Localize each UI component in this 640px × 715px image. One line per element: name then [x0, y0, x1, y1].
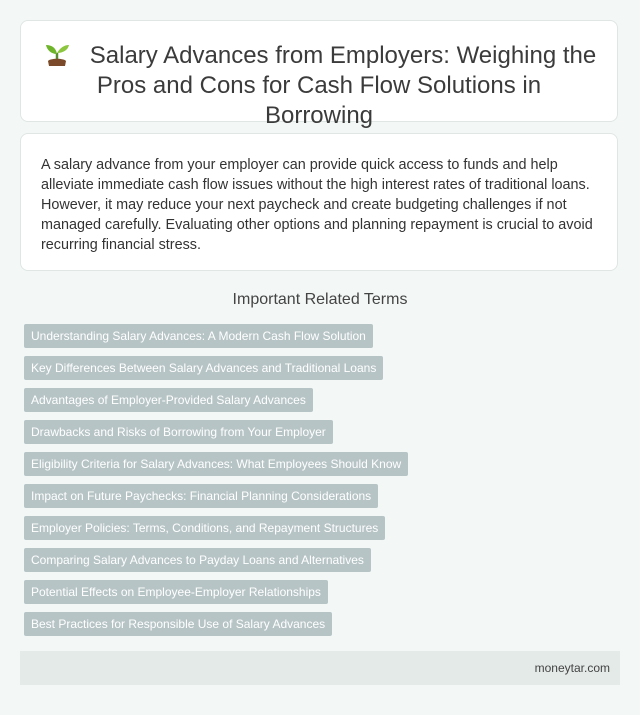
list-item	[24, 580, 408, 604]
intro-paragraph: A salary advance from your employer can provide quick access to funds and help alleviate immediate cash flow issues without the high interest rates of traditional loans. However, it may reduce your next paycheck and create budgeting challenges if not managed carefully. Evaluating other options and planning repayment is crucial to avoid recurring financial stress.	[41, 157, 593, 253]
related-term-link[interactable]: Best Practices for Responsible Use of Salary Advances	[24, 612, 332, 636]
list-item	[24, 612, 408, 636]
list-item	[24, 420, 408, 444]
list-item	[24, 516, 408, 540]
footer-bar	[20, 651, 620, 685]
related-term-link[interactable]: Eligibility Criteria for Salary Advances: What Employees Should Know	[24, 452, 408, 476]
related-term-link[interactable]: Comparing Salary Advances to Payday Loans and Alternatives	[24, 548, 371, 572]
list-item	[24, 388, 408, 412]
footer-site-name: moneytar.com	[534, 661, 610, 675]
related-term-link[interactable]: Impact on Future Paychecks: Financial Planning Considerations	[24, 484, 378, 508]
list-item	[24, 324, 408, 348]
related-term-link[interactable]: Key Differences Between Salary Advances and Traditional Loans	[24, 356, 383, 380]
related-term-link[interactable]: Advantages of Employer-Provided Salary Advances	[24, 388, 313, 412]
intro-card	[20, 133, 618, 271]
related-terms-heading: Important Related Terms	[232, 291, 408, 308]
sprout-icon	[42, 41, 72, 67]
list-item	[24, 356, 408, 380]
related-terms-list	[24, 324, 408, 644]
related-term-link[interactable]: Understanding Salary Advances: A Modern Cash Flow Solution	[24, 324, 373, 348]
related-term-link[interactable]: Drawbacks and Risks of Borrowing from Your Employer	[24, 420, 333, 444]
list-item	[24, 548, 408, 572]
list-item	[24, 484, 408, 508]
related-term-link[interactable]: Employer Policies: Terms, Conditions, and Repayment Structures	[24, 516, 385, 540]
page-title	[41, 41, 597, 131]
title-card	[20, 20, 618, 129]
list-item	[24, 452, 408, 476]
related-term-link[interactable]: Potential Effects on Employee-Employer Relationships	[24, 580, 328, 604]
page-title-text: Salary Advances from Employers: Weighing the Pros and Cons for Cash Flow Solutions in Borrowing	[89, 42, 597, 129]
